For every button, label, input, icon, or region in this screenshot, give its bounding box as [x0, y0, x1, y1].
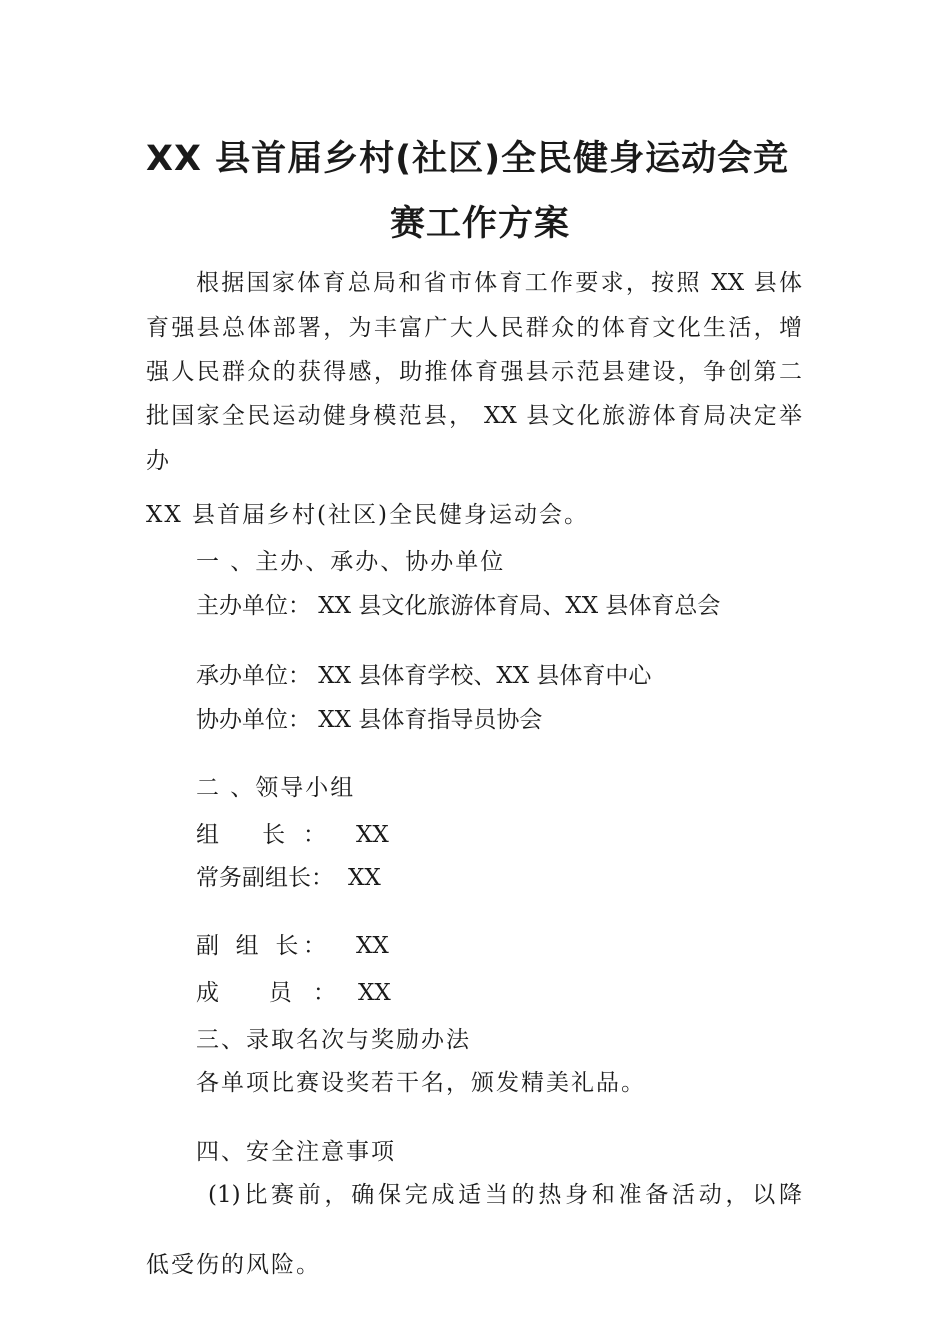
safety-item-1-line-2: 低受伤的风险。 — [146, 1252, 321, 1278]
intro-line-1: 根据国家体育总局和省市体育工作要求，按照 XX 县体 — [196, 270, 802, 296]
section-4-heading: 四、安全注意事项 — [196, 1139, 396, 1165]
co-organizer-unit: 协办单位： XX 县体育指导员协会 — [196, 707, 543, 733]
members-label: 成 员： — [196, 980, 336, 1006]
section-3-text: 各单项比赛设奖若干名，颁发精美礼品。 — [196, 1070, 646, 1096]
organizer-unit: 承办单位： XX 县体育学校、XX 县体育中心 — [196, 663, 652, 689]
safety-item-1-line-1: (1)比赛前，确保完成适当的热身和准备活动，以降 — [208, 1182, 802, 1208]
members-value: XX — [358, 980, 391, 1006]
intro-line-2: 育强县总体部署，为丰富广大人民群众的体育文化生活，增 — [146, 315, 802, 341]
intro-line-4: 批国家全民运动健身模范县， XX 县文化旅游体育局决定举 — [146, 403, 802, 429]
leader-label: 组 长： — [196, 822, 326, 848]
intro-line-3: 强人民群众的获得感，助推体育强县示范县建设，争创第二 — [146, 359, 802, 385]
section-3-heading: 三、录取名次与奖励办法 — [196, 1027, 471, 1053]
deputy-label: 副 组 长： — [196, 933, 326, 959]
document-title-line-1: XX 县首届乡村(社区)全民健身运动会竞 — [146, 139, 790, 179]
section-2-heading: 二 、领导小组 — [196, 775, 356, 801]
intro-line-5: 办 — [146, 448, 169, 474]
intro-line-6: XX 县首届乡村(社区)全民健身运动会。 — [146, 502, 590, 528]
leader-value: XX — [356, 822, 389, 848]
document-title-line-2: 赛工作方案 — [390, 204, 571, 244]
section-1-heading: 一 、主办、承办、协办单位 — [196, 549, 506, 575]
exec-deputy-label: 常务副组长： — [196, 865, 334, 891]
exec-deputy-value: XX — [348, 865, 381, 891]
deputy-value: XX — [356, 933, 389, 959]
host-unit: 主办单位： XX 县文化旅游体育局、XX 县体育总会 — [196, 593, 721, 619]
